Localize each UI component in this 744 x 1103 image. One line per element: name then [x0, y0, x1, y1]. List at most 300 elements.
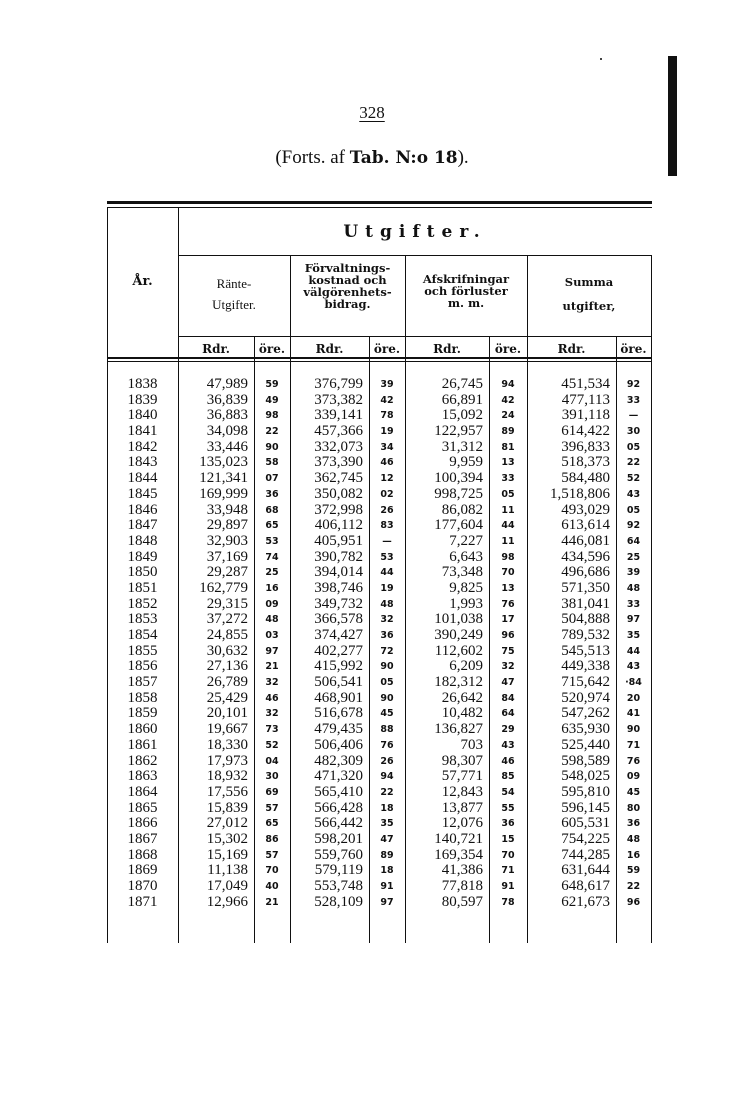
forvaltning-rdr-cell: 373,390: [314, 454, 363, 471]
rante-rdr-cell: 25,429: [206, 689, 248, 706]
summa-ore-cell: 52: [626, 473, 641, 485]
rante-rdr-cell: 15,302: [206, 830, 248, 847]
forvaltning-ore-cell: 91: [380, 881, 394, 892]
summa-rdr-cell: 613,614: [561, 517, 610, 534]
forvaltning-header-line3: välgörenhets-: [303, 285, 392, 299]
forvaltning-rdr-cell: 394,014: [314, 564, 363, 581]
rante-ore-cell: 98: [265, 410, 279, 422]
rante-rdr-cell: 15,839: [206, 799, 248, 816]
year-cell: 1845: [127, 485, 158, 502]
rante-rdr-cell: 17,973: [206, 752, 248, 769]
forvaltning-ore-cell: 48: [380, 598, 394, 610]
afskrifningar-ore-cell: 71: [501, 865, 515, 877]
rante-header-line1: Ränte-: [216, 276, 252, 291]
forvaltning-rdr-cell: 468,901: [314, 689, 363, 706]
afskrifningar-ore-cell: 11: [501, 504, 515, 516]
summa-rdr-cell: 635,930: [561, 721, 610, 738]
afskrifningar-rdr-cell: 390,249: [434, 627, 483, 643]
summa-ore-cell: 41: [626, 708, 641, 720]
summa-rdr-cell: 451,534: [561, 376, 610, 392]
afskrifningar-rdr-cell: 31,312: [441, 438, 483, 455]
afskrifningar-rdr-cell: 9,959: [449, 454, 483, 471]
forvaltning-ore-cell: 18: [380, 802, 394, 814]
summa-ore-cell: 96: [626, 896, 641, 908]
rante-rdr-cell: 36,839: [206, 391, 248, 408]
afskrifningar-ore-cell: 05: [501, 488, 515, 500]
forvaltning-ore-cell: 34: [380, 441, 394, 453]
afskrifningar-rdr-cell: 1,993: [449, 595, 483, 612]
summa-ore-cell: 33: [626, 394, 641, 406]
afskrifningar-rdr-cell: 77,818: [441, 878, 483, 894]
year-cell: 1842: [127, 438, 158, 455]
afskrifningar-rdr-cell: 182,312: [434, 674, 483, 691]
rante-rdr-cell: 37,272: [206, 611, 248, 628]
summa-header: [527, 276, 651, 312]
year-cell: 1866: [127, 815, 158, 832]
rante-rdr-cell: 169,999: [199, 485, 248, 502]
summa-ore-cell: 05: [626, 504, 641, 516]
forvaltning-ore-unit: öre.: [373, 342, 401, 356]
afskrifningar-rdr-cell: 136,827: [434, 721, 483, 738]
forvaltning-ore-cell: 18: [380, 865, 394, 877]
afskrifningar-ore-cell: 70: [501, 849, 515, 861]
year-cell: 1841: [127, 423, 158, 440]
afskrifningar-ore-cell: 46: [501, 755, 515, 767]
forvaltning-ore-cell: 32: [380, 614, 394, 626]
forvaltning-ore-cell: 35: [380, 818, 394, 830]
page-subtitle: (Forts. af Tab. N:o 18).: [275, 147, 469, 168]
afskrifningar-rdr-cell: 12,076: [441, 815, 483, 832]
year-cell: 1853: [127, 611, 158, 628]
summa-rdr-cell: 493,029: [561, 501, 610, 518]
afskrifningar-rdr-cell: 100,394: [434, 470, 483, 487]
forvaltning-ore-cell: 42: [380, 394, 394, 406]
afskrifningar-ore-cell: 44: [501, 520, 515, 532]
summa-ore-cell: 97: [626, 614, 641, 626]
summa-ore-cell: 92: [626, 379, 641, 390]
afskrifningar-rdr-cell: 12,843: [441, 783, 483, 800]
group-header-utgifter: Utgifter.: [343, 222, 487, 242]
summa-ore-cell: 20: [626, 692, 641, 704]
forvaltning-ore-cell: 19: [380, 426, 394, 438]
rante-ore-cell: 32: [265, 677, 279, 689]
rante-rdr-cell: 33,948: [206, 501, 248, 518]
rante-ore-cell: 36: [265, 488, 279, 500]
table-top-rule-thin: [107, 207, 652, 208]
year-cell: 1840: [127, 407, 158, 424]
afskrifningar-ore-cell: 81: [501, 441, 515, 453]
summa-ore-cell: 09: [626, 771, 641, 783]
rante-rdr-cell: 18,330: [206, 736, 248, 753]
year-cell: 1843: [127, 454, 158, 471]
year-cell: 1838: [127, 376, 158, 392]
summa-ore-cell: 71: [626, 739, 641, 751]
forvaltning-ore-cell: 12: [380, 473, 394, 485]
year-cell: 1844: [127, 470, 158, 487]
year-cell: 1850: [127, 564, 158, 581]
afskrifningar-ore-cell: 75: [501, 645, 515, 657]
rante-ore-cell: 07: [265, 473, 279, 485]
afskrifningar-rdr-cell: 6,643: [449, 548, 483, 565]
rante-rdr-cell: 29,315: [206, 595, 248, 612]
forvaltning-rdr-cell: 471,320: [314, 768, 363, 785]
rante-ore-cell: 30: [265, 771, 279, 783]
year-cell: 1852: [127, 595, 158, 612]
forvaltning-rdr-cell: 339,141: [314, 407, 363, 424]
forvaltning-rdr-cell: 457,366: [314, 423, 363, 440]
summa-rdr-cell: 789,532: [561, 627, 610, 643]
forvaltning-rdr-cell: 566,428: [314, 799, 363, 816]
summa-ore-cell: 35: [626, 630, 641, 641]
afskrifningar-ore-cell: 43: [501, 739, 515, 751]
rante-rdr-cell: 11,138: [207, 862, 248, 879]
year-cell: 1871: [127, 893, 158, 910]
afskrifningar-ore-cell: 36: [501, 818, 515, 830]
forvaltning-rdr-cell: 506,406: [314, 736, 363, 753]
forvaltning-ore-cell: 39: [380, 379, 394, 390]
forvaltning-ore-cell: 53: [380, 551, 394, 563]
page-number: 328: [359, 103, 385, 122]
rante-ore-cell: 86: [265, 833, 279, 845]
rante-header-line2: Utgifter.: [212, 297, 256, 312]
table-right-border: [651, 256, 652, 943]
afskrifningar-rdr-cell: 10,482: [441, 705, 483, 722]
afskrifningar-header: [405, 273, 527, 309]
summa-rdr-cell: 605,531: [561, 815, 610, 832]
summa-rdr-cell: 614,422: [561, 423, 610, 440]
afskrifningar-ore-cell: 85: [501, 771, 515, 783]
summa-ore-cell: 90: [626, 724, 641, 736]
rante-ore-cell: 90: [265, 441, 279, 453]
rante-rdr-cell: 36,883: [206, 407, 248, 424]
forvaltning-rdr-cell: 479,435: [314, 721, 363, 738]
afskrifningar-ore-unit: öre.: [494, 342, 522, 356]
afskrifningar-rdr-column: [405, 377, 483, 910]
afskrifningar-ore-cell: 13: [501, 457, 515, 469]
afskrifningar-header-line2: och förluster: [424, 284, 508, 298]
year-cell: 1857: [127, 674, 158, 691]
rante-ore-cell: 57: [265, 849, 279, 861]
rante-rdr-cell: 17,049: [206, 878, 248, 894]
rante-ore-cell: 46: [265, 692, 279, 704]
rante-ore-cell: 53: [265, 535, 279, 547]
forvaltning-rdr-cell: 366,578: [314, 611, 363, 628]
year-cell: 1849: [127, 548, 158, 565]
rante-ore-cell: 73: [265, 724, 279, 736]
afskrifningar-ore-cell: 17: [501, 614, 515, 626]
rante-ore-cell: 65: [265, 818, 279, 830]
year-column: [107, 377, 178, 910]
afskrifningar-ore-cell: 54: [501, 786, 515, 798]
summa-rdr-cell: 496,686: [561, 564, 610, 581]
rante-ore-cell: 49: [265, 394, 279, 406]
summa-ore-unit: öre.: [620, 342, 647, 356]
year-header: År.: [132, 274, 153, 289]
forvaltning-header: [290, 262, 405, 310]
afskrifningar-rdr-unit: Rdr.: [433, 342, 461, 356]
afskrifningar-ore-cell: 89: [501, 426, 515, 438]
summa-rdr-cell: 595,810: [561, 783, 610, 800]
summa-ore-cell: 33: [626, 598, 641, 610]
rante-rdr-cell: 29,897: [206, 517, 248, 534]
summa-rdr-cell: 1,518,806: [550, 485, 610, 502]
summa-ore-cell: 59: [626, 865, 641, 877]
summa-rdr-cell: 449,338: [561, 658, 610, 675]
rante-rdr-cell: 26,789: [206, 674, 248, 691]
units-top-rule: [178, 336, 652, 337]
forvaltning-header-line2: kostnad och: [308, 273, 387, 287]
forvaltning-ore-cell: 89: [380, 849, 394, 861]
forvaltning-rdr-cell: 398,746: [314, 579, 363, 596]
summa-ore-cell: 16: [626, 849, 641, 861]
summa-rdr-cell: 648,617: [561, 878, 610, 894]
afskrifningar-rdr-cell: 140,721: [434, 830, 483, 847]
rante-rdr-cell: 20,101: [206, 705, 248, 722]
header-bottom-rule-thin: [107, 361, 652, 362]
forvaltning-ore-cell: 45: [380, 708, 394, 720]
forvaltning-rdr-cell: 349,732: [314, 595, 363, 612]
rante-ore-cell: 22: [265, 426, 279, 438]
summa-ore-cell: 05: [626, 441, 641, 453]
table-top-rule-thick: [107, 201, 652, 204]
forvaltning-rdr-cell: 402,277: [314, 642, 363, 659]
rante-ore-cell: 32: [265, 708, 279, 720]
forvaltning-ore-cell: 36: [380, 630, 394, 641]
forvaltning-ore-cell: 05: [380, 677, 394, 689]
rante-ore-cell: 57: [265, 802, 279, 814]
summa-ore-cell: 25: [626, 551, 641, 563]
year-cell: 1859: [127, 705, 158, 722]
forvaltning-rdr-cell: 372,998: [314, 501, 363, 518]
afskrifningar-rdr-cell: 703: [460, 736, 483, 753]
summa-ore-cell: 22: [626, 457, 641, 469]
afskrifningar-rdr-cell: 41,386: [441, 862, 483, 879]
rante-rdr-column: [178, 377, 248, 910]
rante-rdr-cell: 18,932: [206, 768, 248, 785]
year-cell: 1863: [127, 768, 158, 785]
summa-rdr-cell: 434,596: [561, 548, 610, 565]
forvaltning-ore-cell: 78: [380, 410, 394, 422]
forvaltning-rdr-cell: 406,112: [314, 517, 363, 534]
rante-ore-column: [254, 377, 290, 910]
rante-ore-cell: 69: [265, 786, 279, 798]
forvaltning-ore-cell: 47: [380, 833, 394, 845]
year-cell: 1862: [127, 752, 158, 769]
year-cell: 1870: [127, 878, 158, 894]
forvaltning-rdr-cell: 415,992: [314, 658, 363, 675]
afskrifningar-ore-cell: 91: [501, 881, 515, 892]
rante-ore-cell: 25: [265, 567, 279, 579]
afskrifningar-ore-cell: 24: [501, 410, 515, 422]
forvaltning-ore-cell: 19: [380, 582, 394, 594]
summa-ore-cell: 39: [626, 567, 641, 579]
summa-ore-cell: 76: [626, 755, 641, 767]
summa-ore-cell: 64: [626, 535, 641, 547]
rante-ore-cell: 21: [265, 896, 279, 908]
year-cell: 1848: [127, 532, 158, 549]
afskrifningar-rdr-cell: 98,307: [441, 752, 483, 769]
header-bottom-rule-thick: [107, 357, 652, 359]
rante-rdr-cell: 162,779: [199, 579, 248, 596]
group-header-rule: [178, 255, 652, 256]
forvaltning-rdr-column: [290, 377, 363, 910]
rante-rdr-cell: 19,667: [206, 721, 248, 738]
rante-rdr-cell: 12,966: [206, 893, 248, 910]
rante-ore-cell: 97: [265, 645, 279, 657]
year-cell: 1839: [127, 391, 158, 408]
summa-ore-cell: —: [628, 410, 639, 422]
rante-ore-cell: 59: [265, 379, 279, 390]
year-cell: 1861: [127, 736, 158, 753]
afskrifningar-rdr-cell: 66,891: [441, 391, 483, 408]
rante-rdr-unit: Rdr.: [202, 342, 230, 356]
rante-rdr-cell: 34,098: [206, 423, 248, 440]
afskrifningar-rdr-cell: 112,602: [434, 642, 483, 659]
summa-ore-cell: 22: [626, 881, 641, 892]
summa-rdr-column: [527, 377, 610, 910]
forvaltning-rdr-cell: 405,951: [314, 532, 363, 549]
summa-rdr-cell: 547,262: [561, 705, 610, 722]
forvaltning-ore-column: [369, 377, 405, 910]
rante-ore-cell: 48: [265, 614, 279, 626]
afskrifningar-ore-cell: 33: [501, 473, 515, 485]
forvaltning-ore-cell: 02: [380, 488, 394, 500]
summa-ore-cell: ·84: [625, 677, 642, 689]
rante-rdr-cell: 135,023: [199, 454, 248, 471]
summa-ore-cell: 48: [626, 582, 641, 594]
afskrifningar-ore-cell: 64: [501, 708, 515, 720]
rante-rdr-cell: 29,287: [206, 564, 248, 581]
rante-ore-cell: 09: [265, 598, 279, 610]
summa-rdr-cell: 744,285: [561, 846, 610, 863]
forvaltning-rdr-unit: Rdr.: [315, 342, 344, 356]
speck: [600, 58, 602, 60]
forvaltning-ore-cell: 26: [380, 755, 394, 767]
summa-ore-cell: 92: [626, 520, 641, 532]
afskrifningar-rdr-cell: 177,604: [434, 517, 483, 534]
summa-rdr-cell: 520,974: [561, 689, 610, 706]
forvaltning-ore-cell: 76: [380, 739, 394, 751]
summa-ore-cell: 30: [626, 426, 641, 438]
afskrifningar-rdr-cell: 998,725: [434, 485, 483, 502]
afskrifningar-ore-cell: 15: [501, 833, 515, 845]
forvaltning-ore-cell: 72: [380, 645, 394, 657]
summa-ore-cell: 48: [626, 833, 641, 845]
rante-rdr-cell: 33,446: [206, 438, 248, 455]
afskrifningar-ore-cell: 94: [501, 379, 515, 390]
rante-ore-cell: 04: [265, 755, 279, 767]
forvaltning-ore-cell: 26: [380, 504, 394, 516]
forvaltning-rdr-cell: 374,427: [314, 627, 363, 643]
afskrifningar-ore-cell: 78: [501, 896, 515, 908]
forvaltning-rdr-cell: 390,782: [314, 548, 363, 565]
rante-ore-cell: 40: [265, 881, 279, 892]
forvaltning-ore-cell: 83: [380, 520, 394, 532]
summa-ore-cell: 43: [626, 661, 641, 673]
forvaltning-rdr-cell: 528,109: [314, 893, 363, 910]
afskrifningar-rdr-cell: 26,745: [441, 376, 483, 392]
summa-header-line2: utgifter,: [562, 299, 616, 313]
afskrifningar-rdr-cell: 57,771: [441, 768, 483, 785]
summa-rdr-cell: 754,225: [561, 830, 610, 847]
forvaltning-rdr-cell: 506,541: [314, 674, 363, 691]
summa-rdr-unit: Rdr.: [557, 342, 586, 356]
afskrifningar-header-line1: Afskrifningar: [422, 272, 510, 286]
summa-ore-cell: 45: [626, 786, 641, 798]
afskrifningar-ore-cell: 29: [501, 724, 515, 736]
summa-ore-cell: 80: [626, 802, 641, 814]
summa-rdr-cell: 715,642: [561, 674, 610, 691]
afskrifningar-rdr-cell: 13,877: [441, 799, 483, 816]
year-cell: 1854: [127, 627, 158, 643]
rante-rdr-cell: 37,169: [206, 548, 248, 565]
afskrifningar-ore-cell: 32: [501, 661, 515, 673]
summa-rdr-cell: 548,025: [561, 768, 610, 785]
rante-ore-cell: 03: [265, 630, 279, 641]
forvaltning-ore-cell: 90: [380, 661, 394, 673]
afskrifningar-rdr-cell: 169,354: [434, 846, 483, 863]
summa-rdr-cell: 631,644: [561, 862, 610, 879]
forvaltning-rdr-cell: 559,760: [314, 846, 363, 863]
rante-rdr-cell: 32,903: [206, 532, 248, 549]
year-cell: 1851: [127, 579, 158, 596]
summa-ore-column: [616, 377, 651, 910]
rante-rdr-cell: 27,136: [206, 658, 248, 675]
summa-rdr-cell: 396,833: [561, 438, 610, 455]
forvaltning-rdr-cell: 579,119: [314, 862, 363, 879]
rante-rdr-cell: 47,989: [206, 376, 248, 392]
forvaltning-ore-cell: 22: [380, 786, 394, 798]
summa-rdr-cell: 477,113: [561, 391, 610, 408]
forvaltning-ore-cell: 88: [380, 724, 394, 736]
afskrifningar-rdr-cell: 26,642: [441, 689, 483, 706]
afskrifningar-ore-column: [489, 377, 527, 910]
forvaltning-rdr-cell: 598,201: [314, 830, 363, 847]
year-cell: 1865: [127, 799, 158, 816]
afskrifningar-ore-cell: 11: [501, 535, 515, 547]
rante-ore-cell: 16: [265, 582, 279, 594]
rante-ore-cell: 65: [265, 520, 279, 532]
summa-ore-cell: 44: [626, 645, 641, 657]
year-cell: 1868: [127, 846, 158, 863]
rante-rdr-cell: 30,632: [206, 642, 248, 659]
summa-rdr-cell: 504,888: [561, 611, 610, 628]
afskrifningar-ore-cell: 84: [501, 692, 515, 704]
summa-rdr-cell: 446,081: [561, 532, 610, 549]
year-cell: 1858: [127, 689, 158, 706]
forvaltning-ore-cell: 90: [380, 692, 394, 704]
year-cell: 1846: [127, 501, 158, 518]
year-cell: 1855: [127, 642, 158, 659]
summa-ore-cell: 43: [626, 488, 641, 500]
forvaltning-ore-cell: 97: [380, 896, 394, 908]
forvaltning-ore-cell: 44: [380, 567, 394, 579]
afskrifningar-header-line3: m. m.: [447, 296, 485, 310]
forvaltning-rdr-cell: 566,442: [314, 815, 363, 832]
summa-rdr-cell: 596,145: [561, 799, 610, 816]
afskrifningar-ore-cell: 55: [501, 802, 515, 814]
summa-rdr-cell: 391,118: [561, 407, 610, 424]
summa-rdr-cell: 525,440: [561, 736, 610, 753]
summa-ore-cell: 36: [626, 818, 641, 830]
afskrifningar-ore-cell: 70: [501, 567, 515, 579]
afskrifningar-ore-cell: 13: [501, 582, 515, 594]
summa-rdr-cell: 571,350: [561, 579, 610, 596]
afskrifningar-rdr-cell: 15,092: [441, 407, 483, 424]
year-cell: 1860: [127, 721, 158, 738]
afskrifningar-rdr-cell: 122,957: [434, 423, 483, 440]
summa-rdr-cell: 584,480: [561, 470, 610, 487]
